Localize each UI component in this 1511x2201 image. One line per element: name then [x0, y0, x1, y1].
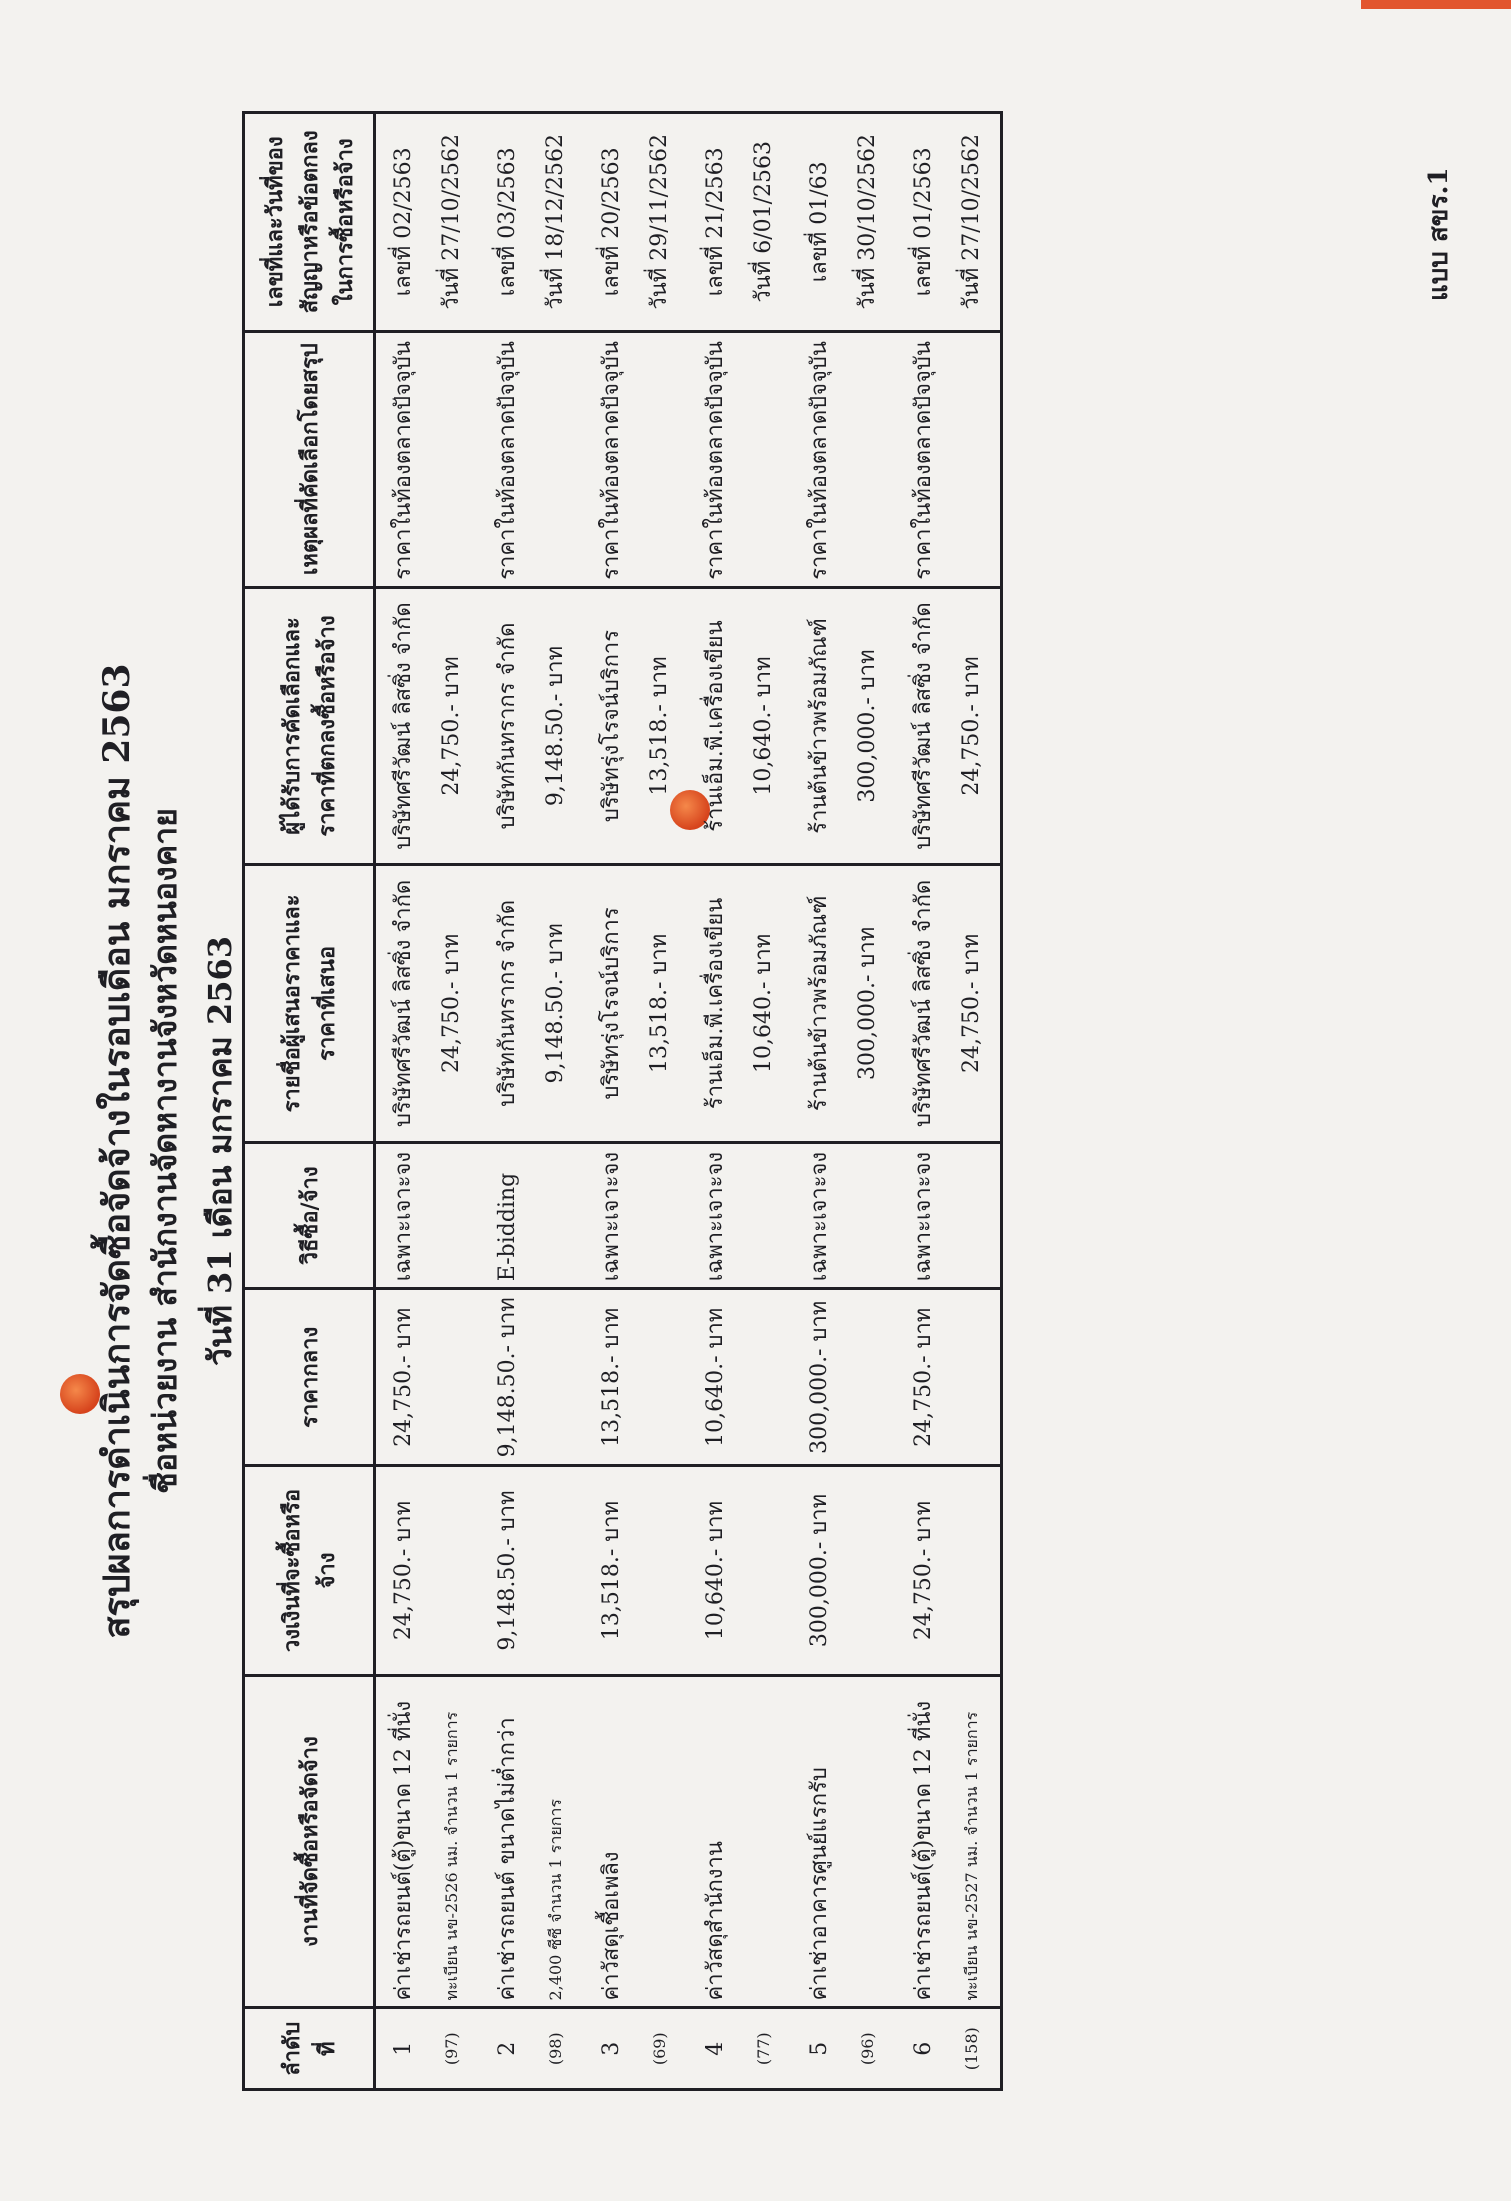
budget-value: 24,750.- บาท [391, 1500, 416, 1641]
winner-name: บริษัทรุ่งโรจน์บริการ [599, 629, 624, 823]
item-detail [636, 1683, 684, 2001]
method-cell [375, 1142, 481, 1289]
bid-price: 13,518.- บาท [647, 933, 672, 1073]
table-row [480, 113, 584, 2090]
procurement-method: เฉพาะเจาะจง [911, 1151, 936, 1282]
contract-date: วันที่ 18/12/2562 [543, 133, 568, 310]
method-cell [688, 1142, 792, 1289]
item-cell [688, 1675, 792, 2008]
contract-cell [480, 113, 584, 332]
contract-date: วันที่ 27/10/2562 [439, 133, 464, 310]
row-number: 1 [391, 2041, 416, 2056]
bidder-cell [375, 865, 481, 1142]
contract-number: เลขที่ 02/2563 [391, 147, 416, 297]
item-detail [844, 1683, 892, 2001]
median-cell [688, 1289, 792, 1466]
winner-name: บริษัทกันทรากร จำกัด [495, 622, 520, 830]
bidder-cell [688, 865, 792, 1142]
item-name: ค่าวัสดุเชื้อเพลิง [599, 1851, 624, 2001]
row-number-cell [375, 2008, 481, 2090]
winner-cell [584, 587, 688, 864]
bidder-cell [896, 865, 1002, 1142]
bidder-name: บริษัทรุ่งโรจน์บริการ [599, 907, 624, 1100]
row-number-cell [584, 2008, 688, 2090]
selection-reason: ราคาในท้องตลาดปัจจุบัน [599, 341, 624, 580]
win-price: 24,750.- บาท [959, 656, 984, 796]
win-price: 9,148.50.- บาท [543, 645, 568, 807]
document-date: วันที่ 31 เดือน มกราคม 2563 [201, 935, 239, 1367]
win-price: 300,000.- บาท [855, 649, 880, 803]
form-code: แบบ สขร.1 [1424, 167, 1454, 301]
row-ref: (158) [962, 2027, 981, 2071]
win-price: 13,518.- บาท [647, 656, 672, 796]
median-price: 24,750.- บาท [911, 1307, 936, 1447]
winner-name: บริษัทศรีวัฒน์ ลิสซิ่ง จำกัด [911, 602, 936, 850]
winner-name: บริษัทศรีวัฒน์ ลิสซิ่ง จำกัด [391, 602, 416, 850]
contract-date: วันที่ 29/11/2562 [647, 133, 672, 310]
winner-cell [688, 587, 792, 864]
bidder-cell [792, 865, 896, 1142]
reason-cell [896, 331, 1002, 587]
row-number-cell [792, 2008, 896, 2090]
bid-price: 24,750.- บาท [439, 933, 464, 1073]
item-name: ค่าเช่ารถยนต์ ขนาดไม่ต่ำกว่า [495, 1717, 520, 2001]
contract-cell [375, 113, 481, 332]
column-header: รายชื่อผู้เสนอราคาและราคาที่เสนอ [244, 865, 375, 1142]
item-cell [584, 1675, 688, 2008]
contract-number: เลขที่ 21/2563 [703, 147, 728, 297]
table-row [584, 113, 688, 2090]
row-ref: (69) [650, 2032, 669, 2066]
winner-cell [480, 587, 584, 864]
procurement-method: เฉพาะเจาะจง [391, 1151, 416, 1282]
procurement-table [242, 111, 1003, 2091]
contract-date: วันที่ 27/10/2562 [959, 133, 984, 310]
table-row [792, 113, 896, 2090]
column-header: เหตุผลที่คัดเลือกโดยสรุป [244, 331, 375, 587]
table-row [896, 113, 1002, 2090]
budget-value: 24,750.- บาท [911, 1500, 936, 1641]
row-number-cell [896, 2008, 1002, 2090]
column-header: วงเงินที่จะซื้อหรือจ้าง [244, 1466, 375, 1675]
budget-value: 300,000.- บาท [807, 1493, 832, 1648]
table-row [375, 113, 481, 2090]
budget-cell [688, 1466, 792, 1675]
item-cell [375, 1675, 481, 2008]
table-row [688, 113, 792, 2090]
bidder-name: ร้านเอ็ม.พี.เครื่องเขียน [703, 897, 728, 1110]
item-name: ค่าวัสดุสำนักงาน [703, 1841, 728, 2001]
column-header: วิธีซื้อ/จ้าง [244, 1142, 375, 1289]
reason-cell [792, 331, 896, 587]
contract-cell [688, 113, 792, 332]
reason-cell [480, 331, 584, 587]
method-cell [792, 1142, 896, 1289]
median-price: 300,000.- บาท [807, 1300, 832, 1454]
median-price: 10,640.- บาท [703, 1307, 728, 1447]
table-header-row [244, 113, 375, 2090]
row-number: 3 [599, 2041, 624, 2056]
reason-cell [688, 331, 792, 587]
winner-cell [792, 587, 896, 864]
row-number-cell [480, 2008, 584, 2090]
bid-price: 9,148.50.- บาท [543, 923, 568, 1084]
row-number: 5 [807, 2041, 832, 2056]
column-header: งานที่จัดซื้อหรือจัดจ้าง [244, 1675, 375, 2008]
median-cell [584, 1289, 688, 1466]
row-ref: (98) [546, 2032, 565, 2066]
bid-price: 10,640.- บาท [751, 933, 776, 1073]
budget-cell [792, 1466, 896, 1675]
bidder-name: ร้านต้นข้าวพร้อมภัณฑ์ [807, 895, 832, 1112]
contract-cell [896, 113, 1002, 332]
row-ref: (96) [858, 2032, 877, 2066]
row-ref: (97) [442, 2032, 461, 2066]
row-number: 6 [911, 2041, 936, 2056]
budget-value: 13,518.- บาท [599, 1500, 624, 1641]
row-ref: (77) [754, 2032, 773, 2066]
winner-cell [896, 587, 1002, 864]
contract-date: วันที่ 30/10/2562 [855, 133, 880, 310]
procurement-method: เฉพาะเจาะจง [807, 1151, 832, 1282]
median-cell [792, 1289, 896, 1466]
contract-number: เลขที่ 01/2563 [911, 147, 936, 297]
reason-cell [584, 331, 688, 587]
item-cell [896, 1675, 1002, 2008]
bidder-name: บริษัทศรีวัฒน์ ลิสซิ่ง จำกัด [391, 879, 416, 1128]
item-name: ค่าเช่ารถยนต์(ตู้)ขนาด 12 ที่นั่ง [911, 1700, 936, 2001]
selection-reason: ราคาในท้องตลาดปัจจุบัน [495, 341, 520, 580]
row-number: 2 [495, 2041, 520, 2056]
selection-reason: ราคาในท้องตลาดปัจจุบัน [703, 341, 728, 580]
column-header: ลำดับที่ [244, 2008, 375, 2090]
contract-cell [792, 113, 896, 332]
selection-reason: ราคาในท้องตลาดปัจจุบัน [391, 341, 416, 580]
budget-value: 9,148.50.- บาท [495, 1490, 520, 1651]
column-header: เลขที่และวันที่ของสัญญาหรือข้อตกลงในการซื้อหรือจ้าง [244, 113, 375, 332]
row-number-cell [688, 2008, 792, 2090]
winner-name: ร้านต้นข้าวพร้อมภัณฑ์ [807, 618, 832, 834]
method-cell [896, 1142, 1002, 1289]
bid-price: 24,750.- บาท [959, 933, 984, 1073]
item-cell [480, 1675, 584, 2008]
contract-number: เลขที่ 20/2563 [599, 147, 624, 297]
procurement-method: เฉพาะเจาะจง [703, 1151, 728, 1282]
bidder-name: บริษัทศรีวัฒน์ ลิสซิ่ง จำกัด [911, 879, 936, 1128]
method-cell [480, 1142, 584, 1289]
row-number: 4 [703, 2041, 728, 2056]
item-name: ค่าเช่าอาคารศูนย์แรกรับ [807, 1767, 832, 2001]
procurement-method: เฉพาะเจาะจง [599, 1151, 624, 1282]
median-cell [375, 1289, 481, 1466]
median-cell [480, 1289, 584, 1466]
budget-cell [480, 1466, 584, 1675]
winner-name: ร้านเอ็ม.พี.เครื่องเขียน [703, 620, 728, 832]
selection-reason: ราคาในท้องตลาดปัจจุบัน [911, 341, 936, 580]
document-title: สรุปผลการดำเนินการจัดซื้อจัดจ้างในรอบเดือน มกราคม 2563 [96, 663, 138, 1639]
method-cell [584, 1142, 688, 1289]
item-detail: ทะเบียน นข-2527 นม. จำนวน 1 รายการ [962, 1711, 981, 2001]
budget-cell [896, 1466, 1002, 1675]
win-price: 10,640.- บาท [751, 656, 776, 796]
budget-value: 10,640.- บาท [703, 1500, 728, 1641]
agency-name: ชื่อหน่วยงาน สำนักงานจัดหางานจังหวัดหนองคาย [146, 808, 184, 1494]
item-detail: ทะเบียน นข-2526 นม. จำนวน 1 รายการ [442, 1711, 461, 2001]
bidder-name: บริษัทกันทรากร จำกัด [495, 899, 520, 1107]
win-price: 24,750.- บาท [439, 656, 464, 796]
item-detail [740, 1683, 788, 2001]
contract-number: เลขที่ 03/2563 [495, 147, 520, 297]
bid-price: 300,000.- บาท [855, 926, 880, 1080]
reason-cell [375, 331, 481, 587]
selection-reason: ราคาในท้องตลาดปัจจุบัน [807, 341, 832, 580]
contract-number: เลขที่ 01/63 [807, 161, 832, 283]
median-price: 24,750.- บาท [391, 1307, 416, 1447]
procurement-method: E-bidding [495, 1172, 520, 1282]
median-cell [896, 1289, 1002, 1466]
contract-cell [584, 113, 688, 332]
bidder-cell [480, 865, 584, 1142]
item-cell [792, 1675, 896, 2008]
column-header: ผู้ได้รับการคัดเลือกและราคาที่ตกลงซื้อหรือจ้าง [244, 587, 375, 864]
contract-date: วันที่ 6/01/2563 [751, 140, 776, 303]
median-price: 9,148.50.- บาท [495, 1297, 520, 1458]
winner-cell [375, 587, 481, 864]
bidder-cell [584, 865, 688, 1142]
budget-cell [584, 1466, 688, 1675]
column-header: ราคากลาง [244, 1289, 375, 1466]
item-detail: 2,400 ซีซี จำนวน 1 รายการ [546, 1799, 565, 2001]
budget-cell [375, 1466, 481, 1675]
median-price: 13,518.- บาท [599, 1307, 624, 1447]
item-name: ค่าเช่ารถยนต์(ตู้)ขนาด 12 ที่นั่ง [391, 1700, 416, 2001]
